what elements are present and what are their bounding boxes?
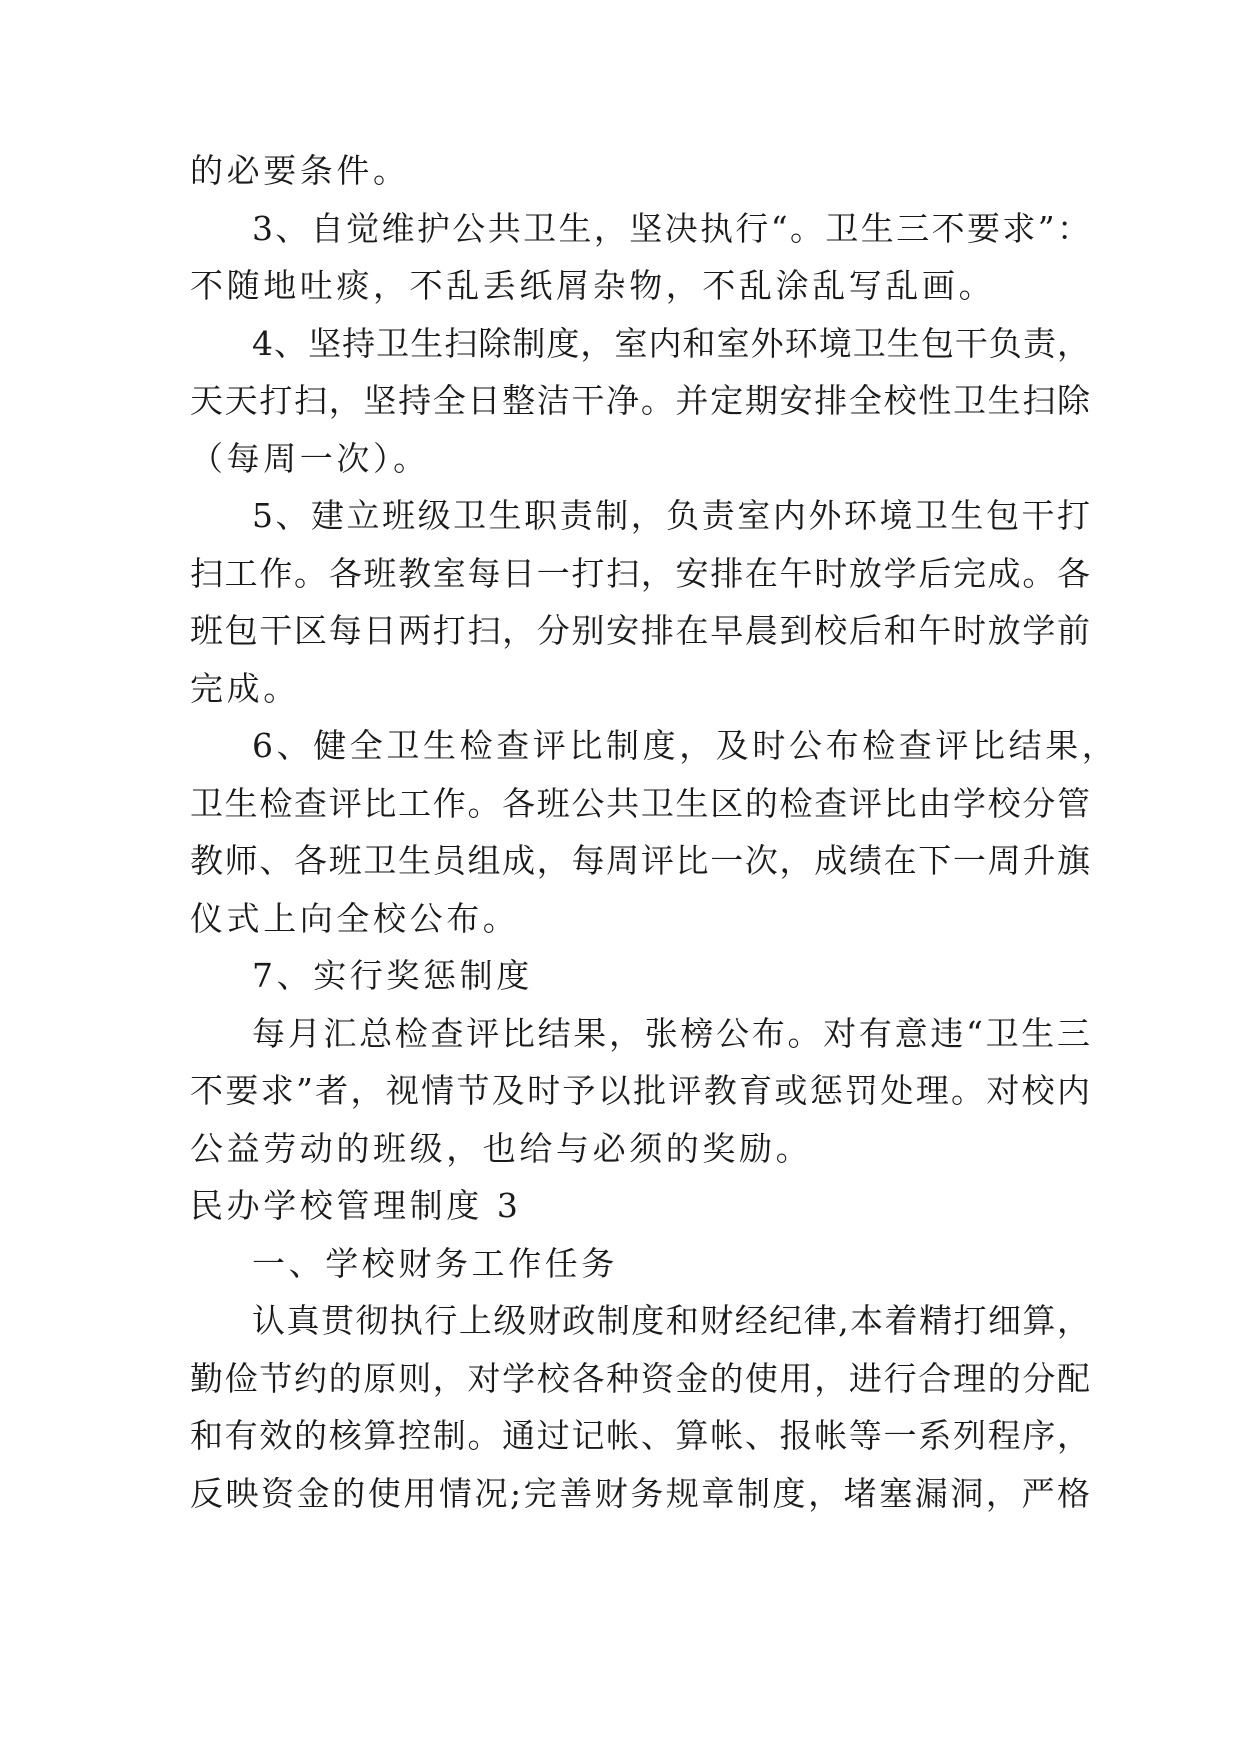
text-line: 天天打扫，坚持全日整洁干净。并定期安排全校性卫生扫除 [190, 381, 1090, 420]
text-line: 5、建立班级卫生职责制，负责室内外环境卫生包干打 [252, 496, 1090, 535]
text-line: 和有效的核算控制。通过记帐、算帐、报帐等一系列程序， [190, 1416, 1090, 1455]
text-line: 不随地吐痰，不乱丢纸屑杂物，不乱涂乱写乱画。 [190, 266, 996, 305]
text-line: 扫工作。各班教室每日一打扫，安排在午时放学后完成。各 [190, 554, 1090, 593]
text-line: 每月汇总检查评比结果，张榜公布。对有意违“卫生三 [252, 1014, 1090, 1053]
text-line: 仪式上向全校公布。 [190, 899, 520, 938]
text-line: 教师、各班卫生员组成，每周评比一次，成绩在下一周升旗 [190, 841, 1090, 880]
text-line: 不要求”者，视情节及时予以批评教育或惩罚处理。对校内 [190, 1071, 1090, 1110]
text-line: （每周一次）。 [190, 439, 430, 478]
text-line: 6、健全卫生检查评比制度，及时公布检查评比结果， [252, 726, 1119, 765]
text-line: 卫生检查评比工作。各班公共卫生区的检查评比由学校分管 [190, 784, 1090, 823]
text-line: 完成。 [190, 669, 300, 708]
text-line: 认真贯彻执行上级财政制度和财经纪律,本着精打细算， [252, 1301, 1090, 1340]
text-line: 4、坚持卫生扫除制度，室内和室外环境卫生包干负责， [252, 324, 1090, 363]
section-heading: 民办学校管理制度 3 [190, 1186, 522, 1225]
subsection-heading: 一、学校财务工作任务 [252, 1244, 618, 1283]
text-line: 3、自觉维护公共卫生，坚决执行“。卫生三不要求”： [252, 209, 1090, 248]
text-line: 反映资金的使用情况;完善财务规章制度，堵塞漏洞，严格 [190, 1474, 1090, 1513]
text-line: 勤俭节约的原则，对学校各种资金的使用，进行合理的分配 [190, 1359, 1090, 1398]
text-line: 班包干区每日两打扫，分别安排在早晨到校后和午时放学前 [190, 611, 1090, 650]
text-line: 公益劳动的班级，也给与必须的奖励。 [190, 1129, 813, 1168]
text-line: 7、实行奖惩制度 [252, 956, 533, 995]
text-line: 的必要条件。 [190, 151, 410, 190]
